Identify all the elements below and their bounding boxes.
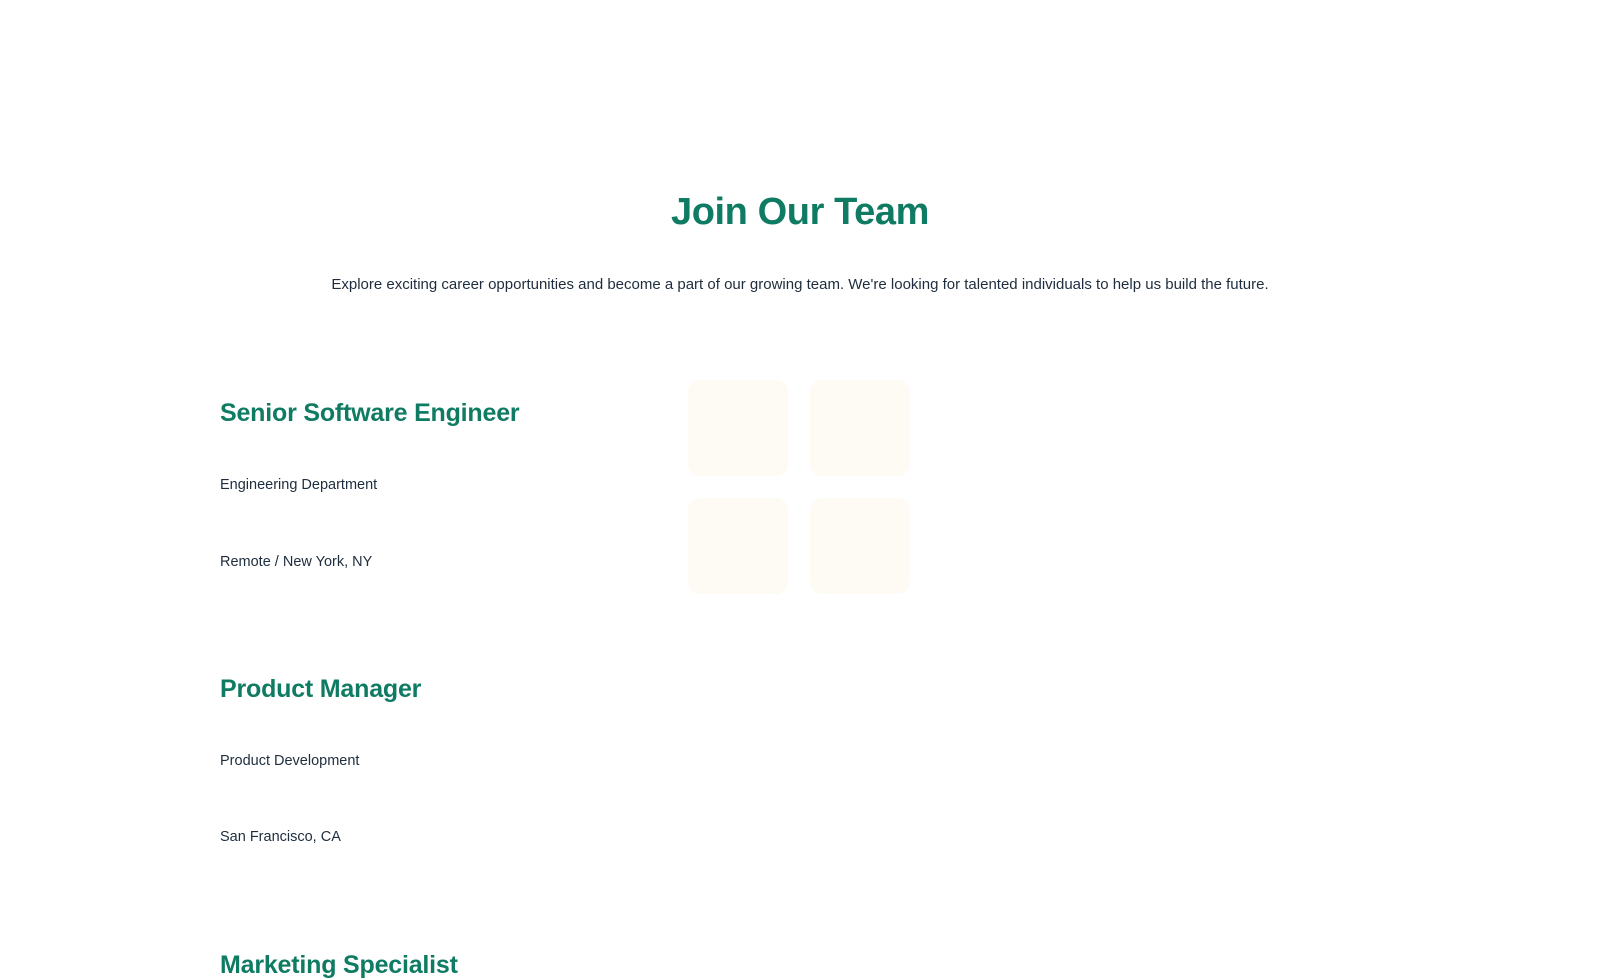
page-subtitle: Explore exciting career opportunities and become a part of our growing team. We're looking for talented individuals to help us build the future. [331, 275, 1269, 293]
job-location: San Francisco, CA [220, 829, 341, 846]
job-department: Product Development [220, 753, 360, 770]
job-listing-item[interactable] [220, 398, 920, 572]
hero-section [0, 0, 1600, 296]
job-department: Engineering Department [220, 477, 378, 494]
job-listings [220, 398, 920, 978]
listing-spacer [220, 572, 920, 674]
listing-spacer [220, 848, 920, 950]
job-title[interactable]: Marketing Specialist [220, 950, 458, 978]
job-listing-item[interactable] [220, 674, 920, 848]
job-listing-item[interactable] [220, 950, 920, 978]
job-title[interactable]: Product Manager [220, 674, 422, 703]
job-title[interactable]: Senior Software Engineer [220, 399, 520, 427]
job-location: Remote / New York, NY [220, 553, 373, 570]
page-title: Join Our Team [670, 191, 930, 233]
